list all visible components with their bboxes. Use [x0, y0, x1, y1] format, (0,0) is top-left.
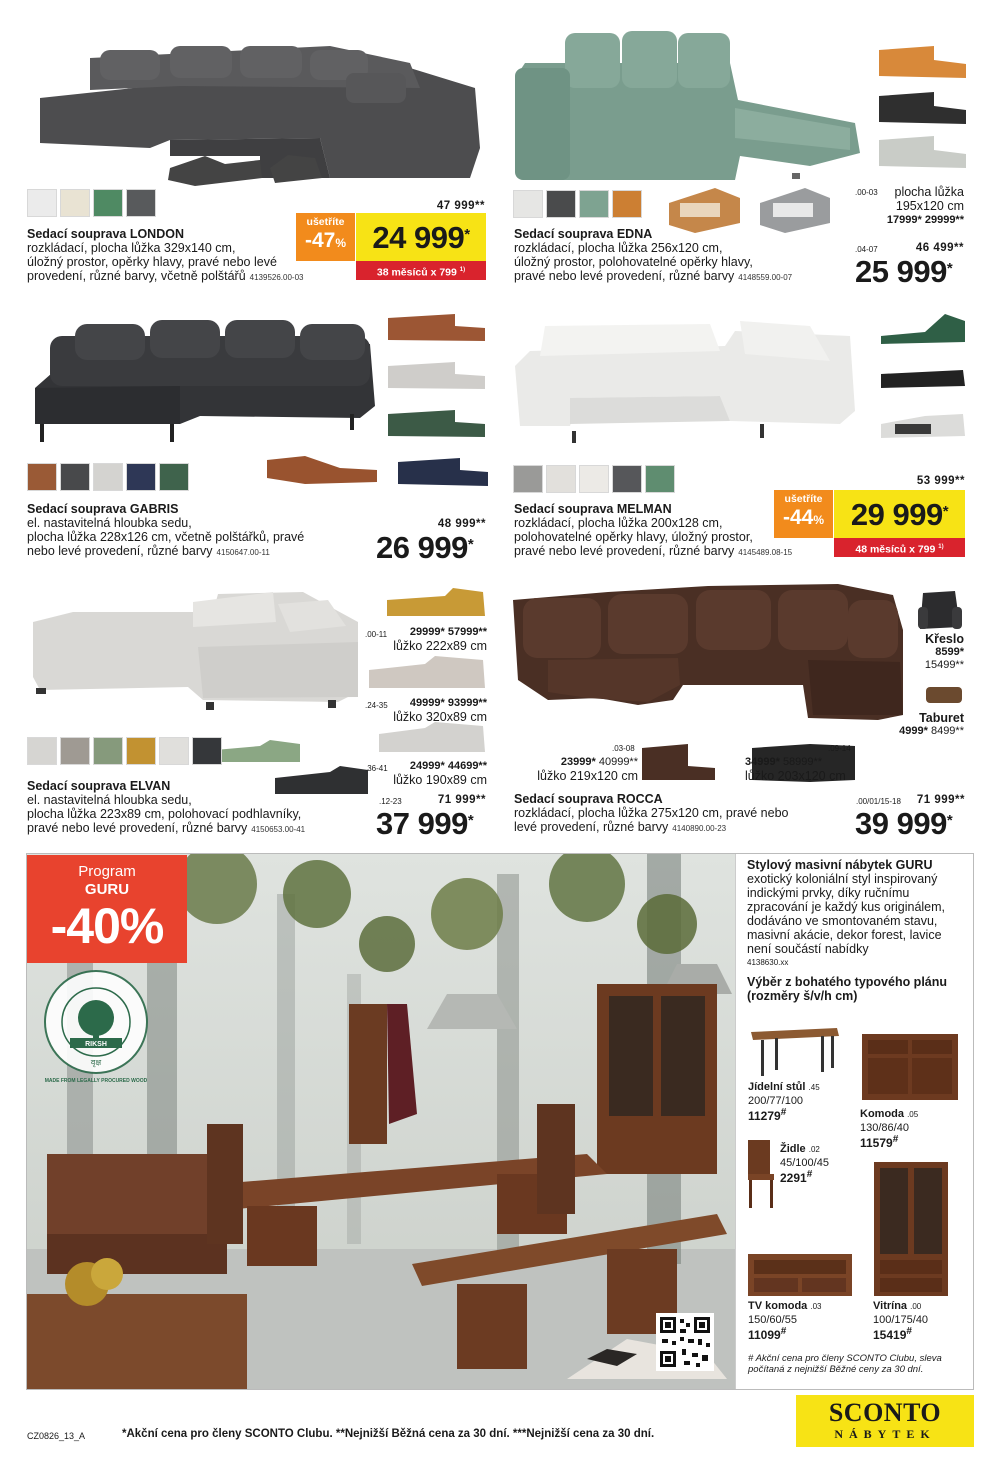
- swatch[interactable]: [645, 465, 675, 493]
- product-code: 4150653.00-41: [251, 825, 306, 834]
- badge-riksh: RIKSH: [85, 1041, 107, 1048]
- product-title: Sedací souprava EDNA: [514, 227, 653, 241]
- gabris-color-swatches: [27, 463, 189, 491]
- product-title: Sedací souprava ROCCA: [514, 792, 663, 806]
- product-desc: pravé nebo levé provedení, různé barvy 4150653.00-41: [27, 821, 306, 835]
- swatch[interactable]: [93, 737, 123, 765]
- melman-installment: 48 měsíců x 799 $^{1)}$: [834, 538, 965, 557]
- swatch[interactable]: [27, 737, 57, 765]
- footer-code: CZ0826_13_A: [27, 1431, 86, 1441]
- price: 24 999*: [372, 219, 470, 255]
- guru-discount-badge: Program GURU -40%: [27, 855, 187, 963]
- melman-sofa-image: [510, 306, 870, 451]
- edna-variant-label: plocha lůžka 195x120 cm: [894, 185, 964, 213]
- guru-note: # Akční cena pro členy SCONTO Clubu, sleva počítaná z nejnižší Běžné ceny za 30 dní.: [748, 1353, 942, 1375]
- product-title: Sedací souprava ELVAN: [27, 779, 171, 793]
- edna-main-code: .04-07: [855, 245, 878, 254]
- london-price-box: [356, 213, 486, 261]
- gabris-variant-images: [380, 306, 490, 496]
- product-desc: el. nastavitelná hloubka sedu,: [27, 793, 192, 807]
- elvan-color-swatches: [27, 737, 222, 765]
- swatch[interactable]: [159, 737, 189, 765]
- rocca-old-price: 71 999**: [916, 794, 965, 806]
- rocca-var1-code: .03-08: [612, 744, 635, 753]
- product-desc: plocha lůžka 228x126 cm, včetně polštářků, pravé: [27, 530, 305, 544]
- melman-price-box: [834, 490, 965, 538]
- melman-variant-images: [875, 306, 970, 451]
- elvan-old-price: 71 999**: [437, 794, 486, 806]
- product-code: 4145489.08-15: [738, 548, 793, 557]
- swatch[interactable]: [546, 190, 576, 218]
- variant: .00-11 29999* 57999**: [365, 626, 487, 639]
- melman-old-price: 53 999**: [916, 475, 965, 487]
- guru-info: Stylový masivní nábytek GURU exotický koloniální styl inspirovaný indickými prvky, díky ručnímu zpracování je každý kus originálem, dodáváno ve smontovaném stavu, masivní akácie, dekor forest, lavice není součástí nabídky 4138630.xx Výběr z bohatého typového plánu (rozměry š/v/h cm): [747, 858, 967, 1003]
- product-desc: pravé nebo levé provedení, různé barvy 4148559.00-07: [514, 269, 793, 283]
- swatch[interactable]: [93, 463, 123, 491]
- product-desc: rozkládací, plocha lůžka 200x128 cm,: [514, 516, 723, 530]
- guru-stul-image: [747, 1024, 842, 1079]
- rocca-main-code: .00/01/15-18: [856, 797, 901, 806]
- elvan-text: [27, 779, 372, 837]
- guru-zidle: Židle .02 45/100/45 2291#: [780, 1143, 829, 1185]
- product-desc: nebo levé provedení, různé barvy 4150647.00-11: [27, 544, 270, 558]
- legal-wood-badge: [42, 968, 150, 1076]
- product-title: Sedací souprava LONDON: [27, 227, 184, 241]
- price: 29 999*: [850, 496, 949, 532]
- swatch[interactable]: [27, 463, 57, 491]
- guru-tv: TV komoda .03 150/60/55 11099#: [748, 1300, 822, 1342]
- product-desc: rozkládací, plocha lůžka 329x140 cm,: [27, 241, 236, 255]
- guru-stul: Jídelní stůl .45 200/77/100 11279#: [748, 1081, 820, 1123]
- product-code: 4139526.00-03: [249, 273, 304, 282]
- product-desc: úložný prostor, opěrky hlavy, pravé nebo levé: [27, 255, 277, 269]
- badge-small: वृक्ष: [90, 1058, 102, 1067]
- swatch[interactable]: [513, 190, 543, 218]
- edna-variant-code: .00-03: [855, 188, 878, 197]
- rocca-var2-code: .09-14: [828, 744, 851, 753]
- swatch[interactable]: [60, 463, 90, 491]
- gabris-text: [27, 502, 367, 560]
- rocca-var1: 23999* 40999** lůžko 219x120 cm: [537, 756, 638, 783]
- guru-tv-image: [746, 1250, 854, 1300]
- rocca-text: [514, 792, 844, 836]
- edna-sofa-image: [510, 28, 870, 188]
- rocca-sofa-image: [508, 580, 908, 730]
- guru-divider: [735, 854, 736, 1389]
- product-desc: rozkládací, plocha lůžka 256x120 cm,: [514, 241, 723, 255]
- product-desc: rozkládací, plocha lůžka 275x120 cm, pravé nebo: [514, 806, 789, 820]
- legal-wood-badge-caption: MADE FROM LEGALLY PROCURED WOOD: [44, 1078, 148, 1084]
- swatch[interactable]: [60, 189, 90, 217]
- swatch[interactable]: [27, 189, 57, 217]
- rocca-taburet: Taburet 4999* 8499**: [899, 711, 964, 737]
- elvan-variant-images: [365, 584, 490, 764]
- swatch[interactable]: [126, 463, 156, 491]
- product-desc: provedení, různé barvy, včetně polštářů 4139526.00-03: [27, 269, 304, 283]
- elvan-main-code: .12-23: [379, 797, 402, 806]
- swatch[interactable]: [126, 737, 156, 765]
- sconto-logo: SCONTO NÁBYTEK: [796, 1395, 974, 1447]
- swatch[interactable]: [159, 463, 189, 491]
- product-code: 4140890.00-23: [672, 824, 727, 833]
- swatch[interactable]: [579, 190, 609, 218]
- rocca-var2: 34999* 58999** lůžko 203x120 cm: [745, 756, 846, 783]
- product-desc: levé provedení, různé barvy 4140890.00-23: [514, 820, 727, 834]
- melman-text: [514, 502, 814, 560]
- rocca-price: 39 999*: [855, 806, 953, 841]
- swatch[interactable]: [513, 465, 543, 493]
- edna-variant-images: [874, 36, 970, 176]
- footer-legal: *Akční cena pro členy SCONTO Clubu. **Nejnižší Běžná cena za 30 dní. ***Nejnižší cena za 30 dní.: [122, 1428, 655, 1440]
- swatch[interactable]: [126, 189, 156, 217]
- london-save-badge: ušetříte -47%: [296, 213, 355, 261]
- edna-price: 25 999*: [855, 254, 953, 289]
- product-desc: polohovatelné opěrky hlavy, úložný prostor,: [514, 530, 753, 544]
- product-desc: plocha lůžka 223x89 cm, polohovací podhlavníky,: [27, 807, 302, 821]
- london-installment: 38 měsíců x 799 $^{1)}$: [356, 261, 486, 280]
- product-desc: úložný prostor, polohovatelné opěrky hlavy,: [514, 255, 753, 269]
- guru-vitrina-image: [872, 1160, 950, 1298]
- product-code: 4150647.00-11: [216, 548, 270, 557]
- product-title: Sedací souprava MELMAN: [514, 502, 672, 516]
- gabris-old-price: 48 999**: [437, 518, 486, 530]
- swatch[interactable]: [546, 465, 576, 493]
- edna-old-price: 46 499**: [915, 242, 964, 254]
- london-color-swatches: [27, 189, 156, 217]
- melman-save-badge: ušetříte -44%: [774, 490, 833, 538]
- elvan-variant-list: .36-41 24999* 44699** lůžko 190x89 cm: [365, 760, 487, 787]
- elvan-price: 37 999*: [376, 806, 474, 841]
- melman-color-swatches: [513, 465, 675, 493]
- gabris-sofa-image: [30, 306, 380, 451]
- guru-zidle-image: [744, 1138, 778, 1210]
- guru-komoda: Komoda .05 130/86/40 11579#: [860, 1108, 919, 1150]
- guru-title: Stylový masivní nábytek GURU: [747, 858, 933, 872]
- variant: .36-41 24999* 44699**: [365, 760, 487, 773]
- gabris-bed-image: [265, 450, 380, 490]
- edna-text: [514, 227, 844, 285]
- qr-code-icon[interactable]: [656, 1313, 714, 1371]
- london-old-price: 47 999**: [436, 200, 485, 212]
- guru-code: 4138630.xx: [747, 958, 789, 967]
- product-desc: pravé nebo levé provedení, různé barvy 4145489.08-15: [514, 544, 793, 558]
- guru-komoda-image: [860, 1030, 960, 1104]
- product-title: Sedací souprava GABRIS: [27, 502, 179, 516]
- swatch[interactable]: [192, 737, 222, 765]
- swatch[interactable]: [579, 465, 609, 493]
- edna-color-swatches: [513, 190, 642, 218]
- swatch[interactable]: [612, 465, 642, 493]
- guru-vitrina: Vitrína .00 100/175/40 15419#: [873, 1300, 929, 1342]
- elvan-variant-list: .24-35 49999* 93999** lůžko 320x89 cm: [365, 697, 487, 724]
- rocca-kreslo: Křeslo 8599* 15499**: [924, 632, 964, 671]
- swatch[interactable]: [60, 737, 90, 765]
- edna-variant-prices: 17999* 29999**: [886, 214, 964, 226]
- variant: .24-35 49999* 93999**: [365, 697, 487, 710]
- rocca-taburet-image: [924, 683, 964, 707]
- product-desc: el. nastavitelná hloubka sedu,: [27, 516, 192, 530]
- product-code: 4148559.00-07: [738, 273, 793, 282]
- swatch[interactable]: [612, 190, 642, 218]
- swatch[interactable]: [93, 189, 123, 217]
- london-sofa-image: [30, 28, 490, 188]
- gabris-price: 26 999*: [376, 530, 474, 565]
- rocca-kreslo-image: [915, 585, 965, 635]
- elvan-sofa-image: [28, 582, 368, 730]
- elvan-variant-list: .00-11 29999* 57999** lůžko 222x89 cm: [365, 626, 487, 653]
